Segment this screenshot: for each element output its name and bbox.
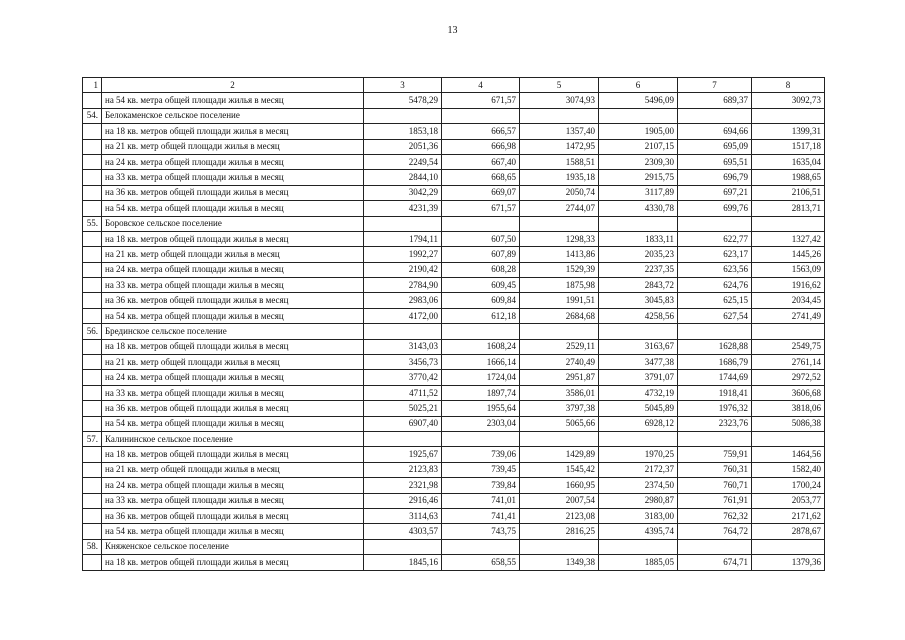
area-rate-row <box>83 416 825 431</box>
value-cell: 1349,38 <box>520 555 599 570</box>
area-description-cell: на 18 кв. метров общей площади жилья в месяц <box>102 231 364 246</box>
settlement-name-cell: Брединское сельское поселение <box>102 324 364 339</box>
area-rate-row <box>83 401 825 416</box>
value-cell <box>752 108 825 123</box>
value-cell <box>520 539 599 554</box>
value-cell: 671,57 <box>442 93 520 108</box>
value-cell <box>678 108 752 123</box>
value-cell: 2051,36 <box>364 139 442 154</box>
value-cell: 1517,18 <box>752 139 825 154</box>
value-cell: 3183,00 <box>599 508 678 523</box>
row-number-cell: 56. <box>83 324 102 339</box>
area-description-cell: на 36 кв. метров общей площади жилья в месяц <box>102 508 364 523</box>
value-cell: 2123,08 <box>520 508 599 523</box>
area-rate-row <box>83 508 825 523</box>
value-cell <box>752 216 825 231</box>
area-description-cell: на 18 кв. метров общей площади жилья в месяц <box>102 555 364 570</box>
column-number-cell: 8 <box>752 78 825 93</box>
row-number-cell <box>83 462 102 477</box>
value-cell: 674,71 <box>678 555 752 570</box>
value-cell: 1905,00 <box>599 124 678 139</box>
row-number-cell <box>83 370 102 385</box>
settlement-row <box>83 539 825 554</box>
area-description-cell: на 54 кв. метра общей площади жилья в месяц <box>102 201 364 216</box>
area-rate-row <box>83 493 825 508</box>
row-number-cell <box>83 262 102 277</box>
value-cell: 608,28 <box>442 262 520 277</box>
area-description-cell: на 24 кв. метра общей площади жилья в месяц <box>102 154 364 169</box>
value-cell: 739,84 <box>442 478 520 493</box>
value-cell: 4303,57 <box>364 524 442 539</box>
value-cell: 627,54 <box>678 308 752 323</box>
value-cell: 3045,83 <box>599 293 678 308</box>
value-cell <box>678 216 752 231</box>
column-number-cell: 6 <box>599 78 678 93</box>
value-cell: 3791,07 <box>599 370 678 385</box>
value-cell <box>364 216 442 231</box>
area-description-cell: на 36 кв. метров общей площади жилья в месяц <box>102 401 364 416</box>
value-cell: 1885,05 <box>599 555 678 570</box>
value-cell: 1399,31 <box>752 124 825 139</box>
column-number-cell: 2 <box>102 78 364 93</box>
area-description-cell: на 36 кв. метров общей площади жилья в месяц <box>102 185 364 200</box>
value-cell: 1935,18 <box>520 170 599 185</box>
value-cell <box>752 539 825 554</box>
value-cell: 1976,32 <box>678 401 752 416</box>
value-cell: 3143,03 <box>364 339 442 354</box>
value-cell: 666,98 <box>442 139 520 154</box>
row-number-cell <box>83 339 102 354</box>
value-cell: 4395,74 <box>599 524 678 539</box>
value-cell: 1700,24 <box>752 478 825 493</box>
row-number-cell <box>83 447 102 462</box>
value-cell: 2172,37 <box>599 462 678 477</box>
value-cell: 2035,23 <box>599 247 678 262</box>
value-cell: 1853,18 <box>364 124 442 139</box>
value-cell: 1588,51 <box>520 154 599 169</box>
settlement-name-cell: Белокаменское сельское поселение <box>102 108 364 123</box>
column-number-cell: 1 <box>83 78 102 93</box>
value-cell: 669,07 <box>442 185 520 200</box>
value-cell: 1988,65 <box>752 170 825 185</box>
value-cell: 3456,73 <box>364 355 442 370</box>
value-cell: 2878,67 <box>752 524 825 539</box>
row-number-cell <box>83 385 102 400</box>
value-cell: 4231,39 <box>364 201 442 216</box>
row-number-cell <box>83 493 102 508</box>
area-description-cell: на 21 кв. метр общей площади жилья в месяц <box>102 462 364 477</box>
value-cell: 1582,40 <box>752 462 825 477</box>
value-cell: 760,31 <box>678 462 752 477</box>
value-cell: 739,45 <box>442 462 520 477</box>
value-cell: 1413,86 <box>520 247 599 262</box>
value-cell: 658,55 <box>442 555 520 570</box>
value-cell: 2529,11 <box>520 339 599 354</box>
value-cell: 739,06 <box>442 447 520 462</box>
value-cell: 3092,73 <box>752 93 825 108</box>
area-description-cell: на 54 кв. метра общей площади жилья в месяц <box>102 416 364 431</box>
area-description-cell: на 21 кв. метр общей площади жилья в месяц <box>102 355 364 370</box>
row-number-cell: 55. <box>83 216 102 231</box>
value-cell <box>752 431 825 446</box>
value-cell: 1445,26 <box>752 247 825 262</box>
value-cell: 3797,38 <box>520 401 599 416</box>
value-cell <box>599 539 678 554</box>
area-rate-row <box>83 447 825 462</box>
value-cell: 1875,98 <box>520 278 599 293</box>
value-cell: 741,01 <box>442 493 520 508</box>
value-cell: 1992,27 <box>364 247 442 262</box>
value-cell: 5086,38 <box>752 416 825 431</box>
value-cell: 695,51 <box>678 154 752 169</box>
value-cell <box>599 431 678 446</box>
area-description-cell: на 18 кв. метров общей площади жилья в месяц <box>102 339 364 354</box>
value-cell: 4711,52 <box>364 385 442 400</box>
value-cell: 4172,00 <box>364 308 442 323</box>
area-rate-row <box>83 278 825 293</box>
area-rate-row <box>83 308 825 323</box>
value-cell: 764,72 <box>678 524 752 539</box>
value-cell: 2106,51 <box>752 185 825 200</box>
value-cell: 2549,75 <box>752 339 825 354</box>
value-cell: 2053,77 <box>752 493 825 508</box>
value-cell: 2123,83 <box>364 462 442 477</box>
value-cell: 5065,66 <box>520 416 599 431</box>
value-cell: 2684,68 <box>520 308 599 323</box>
value-cell: 695,09 <box>678 139 752 154</box>
value-cell: 2972,52 <box>752 370 825 385</box>
value-cell: 1686,79 <box>678 355 752 370</box>
row-number-cell <box>83 124 102 139</box>
value-cell: 6928,12 <box>599 416 678 431</box>
area-rate-row <box>83 293 825 308</box>
row-number-cell <box>83 555 102 570</box>
area-rate-row <box>83 339 825 354</box>
value-cell: 3074,93 <box>520 93 599 108</box>
row-number-cell <box>83 185 102 200</box>
value-cell: 3606,68 <box>752 385 825 400</box>
row-number-cell <box>83 355 102 370</box>
value-cell: 696,79 <box>678 170 752 185</box>
row-number-cell <box>83 231 102 246</box>
value-cell: 2844,10 <box>364 170 442 185</box>
value-cell: 2784,90 <box>364 278 442 293</box>
value-cell: 671,57 <box>442 201 520 216</box>
row-number-cell: 57. <box>83 431 102 446</box>
area-description-cell: на 18 кв. метров общей площади жилья в месяц <box>102 447 364 462</box>
value-cell: 2309,30 <box>599 154 678 169</box>
value-cell: 1545,42 <box>520 462 599 477</box>
value-cell: 2323,76 <box>678 416 752 431</box>
value-cell: 2741,49 <box>752 308 825 323</box>
area-rate-row <box>83 262 825 277</box>
value-cell: 697,21 <box>678 185 752 200</box>
value-cell: 3163,67 <box>599 339 678 354</box>
value-cell: 2744,07 <box>520 201 599 216</box>
area-description-cell: на 36 кв. метров общей площади жилья в месяц <box>102 293 364 308</box>
area-description-cell: на 33 кв. метра общей площади жилья в месяц <box>102 493 364 508</box>
value-cell: 1970,25 <box>599 447 678 462</box>
area-description-cell: на 54 кв. метра общей площади жилья в месяц <box>102 524 364 539</box>
value-cell <box>599 324 678 339</box>
area-description-cell: на 33 кв. метра общей площади жилья в месяц <box>102 170 364 185</box>
area-rate-row <box>83 478 825 493</box>
area-rate-row <box>83 370 825 385</box>
value-cell: 625,15 <box>678 293 752 308</box>
column-number-cell: 3 <box>364 78 442 93</box>
value-cell <box>364 539 442 554</box>
row-number-cell <box>83 508 102 523</box>
column-number-cell: 4 <box>442 78 520 93</box>
settlement-name-cell: Боровское сельское поселение <box>102 216 364 231</box>
row-number-cell <box>83 139 102 154</box>
area-rate-row <box>83 93 825 108</box>
value-cell: 623,56 <box>678 262 752 277</box>
value-cell: 761,91 <box>678 493 752 508</box>
value-cell: 741,41 <box>442 508 520 523</box>
value-cell: 622,77 <box>678 231 752 246</box>
value-cell <box>599 216 678 231</box>
value-cell: 607,89 <box>442 247 520 262</box>
row-number-cell: 54. <box>83 108 102 123</box>
value-cell: 607,50 <box>442 231 520 246</box>
value-cell <box>678 539 752 554</box>
settlement-name-cell: Калининское сельское поселение <box>102 431 364 446</box>
value-cell: 1925,67 <box>364 447 442 462</box>
area-rate-row <box>83 247 825 262</box>
row-number-cell <box>83 278 102 293</box>
value-cell: 1744,69 <box>678 370 752 385</box>
value-cell: 699,76 <box>678 201 752 216</box>
column-number-cell: 5 <box>520 78 599 93</box>
value-cell: 2983,06 <box>364 293 442 308</box>
settlement-row <box>83 216 825 231</box>
value-cell: 5045,89 <box>599 401 678 416</box>
row-number-cell <box>83 478 102 493</box>
value-cell: 1955,64 <box>442 401 520 416</box>
value-cell: 3117,89 <box>599 185 678 200</box>
value-cell: 2007,54 <box>520 493 599 508</box>
area-rate-row <box>83 385 825 400</box>
area-rate-row <box>83 124 825 139</box>
area-rate-row <box>83 462 825 477</box>
value-cell: 3477,38 <box>599 355 678 370</box>
value-cell: 1845,16 <box>364 555 442 570</box>
value-cell: 2915,75 <box>599 170 678 185</box>
value-cell: 1464,56 <box>752 447 825 462</box>
value-cell: 2190,42 <box>364 262 442 277</box>
value-cell: 6907,40 <box>364 416 442 431</box>
value-cell: 666,57 <box>442 124 520 139</box>
area-rate-row <box>83 201 825 216</box>
value-cell: 1327,42 <box>752 231 825 246</box>
value-cell: 1529,39 <box>520 262 599 277</box>
settlement-row <box>83 324 825 339</box>
value-cell: 5025,21 <box>364 401 442 416</box>
area-description-cell: на 24 кв. метра общей площади жилья в месяц <box>102 478 364 493</box>
value-cell: 623,17 <box>678 247 752 262</box>
row-number-cell: 58. <box>83 539 102 554</box>
value-cell: 759,91 <box>678 447 752 462</box>
value-cell: 2980,87 <box>599 493 678 508</box>
row-number-cell <box>83 201 102 216</box>
row-number-cell <box>83 524 102 539</box>
area-rate-row <box>83 154 825 169</box>
value-cell: 1666,14 <box>442 355 520 370</box>
value-cell: 1472,95 <box>520 139 599 154</box>
value-cell: 2816,25 <box>520 524 599 539</box>
value-cell: 1991,51 <box>520 293 599 308</box>
value-cell: 2916,46 <box>364 493 442 508</box>
value-cell: 1608,24 <box>442 339 520 354</box>
value-cell: 1897,74 <box>442 385 520 400</box>
area-rate-row <box>83 555 825 570</box>
value-cell: 609,84 <box>442 293 520 308</box>
value-cell: 2951,87 <box>520 370 599 385</box>
value-cell: 2813,71 <box>752 201 825 216</box>
area-rate-row <box>83 524 825 539</box>
page-number: 13 <box>447 25 458 36</box>
column-number-cell: 7 <box>678 78 752 93</box>
value-cell: 1918,41 <box>678 385 752 400</box>
value-cell: 4258,56 <box>599 308 678 323</box>
value-cell: 743,75 <box>442 524 520 539</box>
value-cell: 3818,06 <box>752 401 825 416</box>
value-cell <box>752 324 825 339</box>
value-cell: 694,66 <box>678 124 752 139</box>
value-cell: 668,65 <box>442 170 520 185</box>
area-description-cell: на 54 кв. метра общей площади жилья в месяц <box>102 93 364 108</box>
value-cell: 689,37 <box>678 93 752 108</box>
value-cell: 762,32 <box>678 508 752 523</box>
value-cell <box>442 431 520 446</box>
area-description-cell: на 21 кв. метр общей площади жилья в месяц <box>102 247 364 262</box>
area-description-cell: на 21 кв. метр общей площади жилья в месяц <box>102 139 364 154</box>
value-cell: 1379,36 <box>752 555 825 570</box>
value-cell <box>599 108 678 123</box>
value-cell: 2303,04 <box>442 416 520 431</box>
value-cell <box>442 539 520 554</box>
value-cell: 2171,62 <box>752 508 825 523</box>
area-description-cell: на 54 кв. метра общей площади жилья в месяц <box>102 308 364 323</box>
area-rate-row <box>83 231 825 246</box>
value-cell: 2050,74 <box>520 185 599 200</box>
value-cell: 2034,45 <box>752 293 825 308</box>
area-description-cell: на 33 кв. метра общей площади жилья в месяц <box>102 385 364 400</box>
value-cell: 2237,35 <box>599 262 678 277</box>
value-cell: 1563,09 <box>752 262 825 277</box>
value-cell <box>520 216 599 231</box>
value-cell: 1357,40 <box>520 124 599 139</box>
value-cell <box>364 108 442 123</box>
table-body <box>83 78 825 571</box>
value-cell <box>364 431 442 446</box>
row-number-cell <box>83 401 102 416</box>
value-cell <box>520 324 599 339</box>
value-cell: 3586,01 <box>520 385 599 400</box>
value-cell: 2249,54 <box>364 154 442 169</box>
tariff-table <box>82 77 825 571</box>
value-cell: 1916,62 <box>752 278 825 293</box>
value-cell: 1833,11 <box>599 231 678 246</box>
area-description-cell: на 18 кв. метров общей площади жилья в месяц <box>102 124 364 139</box>
value-cell: 1628,88 <box>678 339 752 354</box>
value-cell <box>678 324 752 339</box>
value-cell: 5478,29 <box>364 93 442 108</box>
row-number-cell <box>83 154 102 169</box>
value-cell: 1635,04 <box>752 154 825 169</box>
value-cell: 624,76 <box>678 278 752 293</box>
value-cell: 2374,50 <box>599 478 678 493</box>
value-cell: 2321,98 <box>364 478 442 493</box>
value-cell: 667,40 <box>442 154 520 169</box>
value-cell: 612,18 <box>442 308 520 323</box>
value-cell: 1429,89 <box>520 447 599 462</box>
value-cell <box>678 431 752 446</box>
row-number-cell <box>83 93 102 108</box>
value-cell: 1794,11 <box>364 231 442 246</box>
area-rate-row <box>83 355 825 370</box>
value-cell: 1298,33 <box>520 231 599 246</box>
value-cell: 3042,29 <box>364 185 442 200</box>
area-description-cell: на 24 кв. метра общей площади жилья в месяц <box>102 370 364 385</box>
row-number-cell <box>83 416 102 431</box>
value-cell: 2740,49 <box>520 355 599 370</box>
area-rate-row <box>83 139 825 154</box>
value-cell: 4330,78 <box>599 201 678 216</box>
value-cell: 2843,72 <box>599 278 678 293</box>
value-cell: 609,45 <box>442 278 520 293</box>
value-cell <box>364 324 442 339</box>
value-cell: 1660,95 <box>520 478 599 493</box>
value-cell <box>520 108 599 123</box>
value-cell: 1724,04 <box>442 370 520 385</box>
value-cell: 2107,15 <box>599 139 678 154</box>
settlement-name-cell: Княженское сельское поселение <box>102 539 364 554</box>
value-cell: 2761,14 <box>752 355 825 370</box>
area-description-cell: на 24 кв. метра общей площади жилья в месяц <box>102 262 364 277</box>
area-rate-row <box>83 185 825 200</box>
value-cell: 4732,19 <box>599 385 678 400</box>
value-cell: 3770,42 <box>364 370 442 385</box>
area-description-cell: на 33 кв. метра общей площади жилья в месяц <box>102 278 364 293</box>
row-number-cell <box>83 247 102 262</box>
settlement-row <box>83 431 825 446</box>
value-cell: 5496,09 <box>599 93 678 108</box>
value-cell <box>442 108 520 123</box>
area-rate-row <box>83 170 825 185</box>
row-number-cell <box>83 293 102 308</box>
value-cell: 760,71 <box>678 478 752 493</box>
column-number-row <box>83 78 825 93</box>
value-cell: 3114,63 <box>364 508 442 523</box>
value-cell <box>442 216 520 231</box>
row-number-cell <box>83 308 102 323</box>
settlement-row <box>83 108 825 123</box>
value-cell <box>520 431 599 446</box>
value-cell <box>442 324 520 339</box>
row-number-cell <box>83 170 102 185</box>
